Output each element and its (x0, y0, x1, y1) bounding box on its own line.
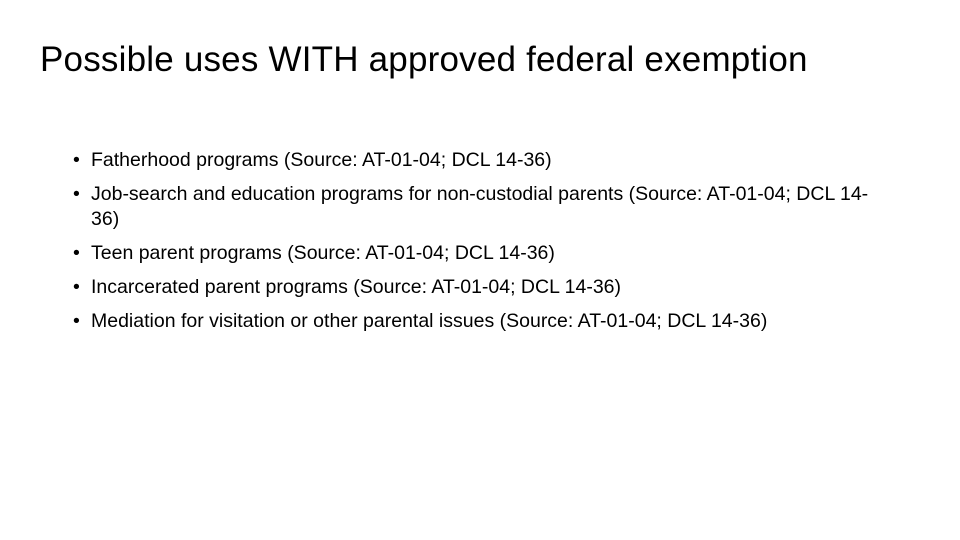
bullet-text: Job-search and education programs for non-custodial parents (Source: AT-01-04; DCL 14-36) (91, 183, 869, 230)
slide-title: Possible uses WITH approved federal exemption (40, 40, 808, 79)
bullet-text: Incarcerated parent programs (Source: AT-01-04; DCL 14-36) (91, 276, 622, 298)
bullet-icon: • (73, 276, 80, 298)
bullet-text: Teen parent programs (Source: AT-01-04; DCL 14-36) (91, 242, 555, 264)
bullet-item (73, 309, 893, 334)
bullet-item (73, 275, 893, 300)
bullet-icon: • (73, 242, 80, 264)
bullet-icon: • (73, 183, 80, 205)
bullet-item (73, 241, 893, 266)
bullet-item (73, 182, 893, 232)
bullet-icon: • (73, 310, 80, 332)
bullet-icon: • (73, 149, 80, 171)
bullet-list (73, 148, 893, 343)
bullet-text: Fatherhood programs (Source: AT-01-04; DCL 14-36) (91, 149, 552, 171)
bullet-item (73, 148, 893, 173)
bullet-text: Mediation for visitation or other parental issues (Source: AT-01-04; DCL 14-36) (91, 310, 768, 332)
